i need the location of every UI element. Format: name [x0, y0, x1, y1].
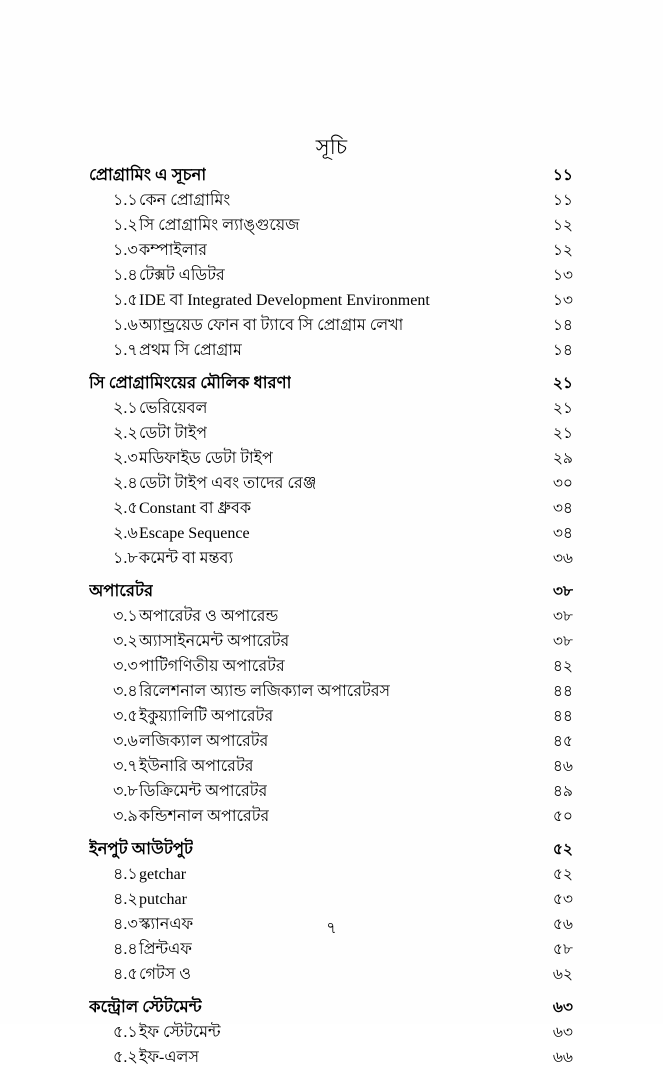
toc-entry-title: ডেটা টাইপ: [139, 425, 208, 442]
toc-entry-label: [113, 545, 233, 572]
toc-entry-number: ১.৭: [113, 342, 138, 359]
toc-entry-row[interactable]: [89, 237, 573, 262]
toc-entry-title: অ্যান্ড্রয়েড ফোন বা ট্যাবে সি প্রোগ্রাম লেখা: [139, 317, 404, 334]
toc-entry-row[interactable]: [89, 886, 573, 911]
toc-entry-number: ৪.৪: [113, 941, 138, 958]
toc-chapter-label: সি প্রোগ্রামিংয়ের মৌলিক ধারণা: [89, 373, 292, 392]
toc-entry-label: [113, 495, 251, 522]
toc-entry-row[interactable]: [89, 728, 573, 753]
toc-entry-number: ৩.৭: [113, 758, 138, 775]
toc-entry-number: ৩.৩: [113, 658, 138, 675]
toc-entry-page-number: ৫৩: [552, 891, 573, 908]
toc-entry-title: কমেন্ট বা মন্তব্য: [139, 550, 234, 567]
toc-entry-label: [113, 653, 285, 680]
toc-entry-row[interactable]: [89, 861, 573, 886]
toc-entry-number: ৩.৬: [113, 733, 138, 750]
toc-entry-page-number: ৩৬: [552, 550, 573, 567]
toc-chapter-row[interactable]: [89, 370, 573, 395]
toc-entry-number: ২.৪: [113, 475, 138, 492]
toc-entry-label: [113, 803, 269, 830]
toc-entry-title: Constant বা ধ্রুবক: [139, 500, 252, 517]
toc-chapter-row[interactable]: [89, 994, 573, 1019]
toc-entry-title: putchar: [139, 891, 187, 908]
toc-chapter-row[interactable]: [89, 578, 573, 603]
toc-entry-number: ১.৬: [113, 317, 138, 334]
toc-chapter-label: ইনপুট আউটপুট: [89, 839, 194, 858]
toc-entry-label: [113, 312, 403, 339]
toc-entry-number: ৪.৩: [113, 916, 138, 933]
toc-entry-title: প্রিন্টএফ: [139, 941, 192, 958]
toc-entry-title: ডেটা টাইপ এবং তাদের রেঞ্জ: [139, 475, 317, 492]
toc-entry-title: ইউনারি অপারেটর: [139, 758, 254, 775]
toc-entry-row[interactable]: [89, 520, 573, 545]
toc-entry-title: লজিক্যাল অপারেটর: [139, 733, 269, 750]
toc-entry-row[interactable]: [89, 470, 573, 495]
toc-entry-title: ইফ স্টেটমেন্ট: [139, 1024, 221, 1041]
toc-entry-label: [113, 520, 250, 547]
toc-chapter-page-number: ৩৮: [552, 583, 573, 600]
toc-chapter-page-number: ৬৩: [552, 999, 573, 1016]
toc-entry-number: ১.১: [113, 192, 138, 209]
toc-entry-title: কম্পাইলার: [139, 242, 208, 259]
toc-entry-row[interactable]: [89, 337, 573, 362]
toc-entry-row[interactable]: [89, 803, 573, 828]
toc-entry-title: ইকুয়্যালিটি অপারেটর: [139, 708, 274, 725]
toc-entry-page-number: ৪৯: [552, 783, 573, 800]
toc-entry-row[interactable]: [89, 395, 573, 420]
toc-entry-number: ৪.২: [113, 891, 138, 908]
toc-entry-page-number: ৪২: [552, 658, 573, 675]
toc-chapter-row[interactable]: [89, 162, 573, 187]
toc-entry-title: কেন প্রোগ্রামিং: [139, 192, 231, 209]
toc-entry-title: স্ক্যানএফ: [139, 916, 194, 933]
toc-entry-label: [113, 212, 300, 239]
toc-chapter-label: প্রোগ্রামিং এ সূচনা: [89, 165, 207, 184]
toc-entry-row[interactable]: [89, 495, 573, 520]
toc-entry-number: ৪.৫: [113, 966, 138, 983]
toc-entry-number: ২.৩: [113, 450, 138, 467]
toc-chapter-page-number: ২১: [552, 375, 573, 392]
toc-group: [89, 994, 573, 1069]
toc-entry-title: রিলেশনাল অ্যান্ড লজিক্যাল অপারেটরস: [139, 683, 391, 700]
toc-entry-page-number: ১৩: [552, 292, 573, 309]
toc-entry-number: ২.১: [113, 400, 138, 417]
toc-entry-title: মডিফাইড ডেটা টাইপ: [139, 450, 273, 467]
toc-entry-title: getchar: [139, 866, 187, 883]
toc-entry-page-number: ২৯: [552, 450, 573, 467]
toc-entry-label: [113, 287, 430, 314]
toc-entry-label: [113, 861, 186, 888]
toc-entry-row[interactable]: [89, 753, 573, 778]
toc-entry-row[interactable]: [89, 1019, 573, 1044]
toc-group: [89, 162, 573, 362]
toc-entry-title: ইফ-এলস: [139, 1049, 200, 1066]
toc-entry-page-number: ৪৪: [552, 683, 573, 700]
toc-entry-page-number: ৪৫: [552, 733, 573, 750]
toc-entry-row[interactable]: [89, 653, 573, 678]
toc-chapter-label: অপারেটর: [89, 581, 154, 600]
toc-entry-page-number: ৫৮: [552, 941, 573, 958]
toc-entry-label: [113, 703, 273, 730]
toc-entry-title: Escape Sequence: [139, 525, 250, 542]
toc-entry-page-number: ৩৪: [552, 500, 573, 517]
toc-entry-page-number: ২১: [552, 400, 573, 417]
toc-entry-row[interactable]: [89, 312, 573, 337]
toc-entry-page-number: ৩৮: [552, 608, 573, 625]
toc-entry-page-number: ২১: [552, 425, 573, 442]
toc-entry-number: ৪.১: [113, 866, 138, 883]
toc-entry-number: ২.২: [113, 425, 138, 442]
toc-entry-page-number: ৬৩: [552, 1024, 573, 1041]
toc-entry-label: [113, 778, 267, 805]
toc-entry-row[interactable]: [89, 287, 573, 312]
toc-entry-page-number: ১১: [552, 192, 573, 209]
page-title: সূচি: [315, 135, 348, 159]
toc-entry-page-number: ৩৪: [552, 525, 573, 542]
toc-entry-page-number: ৪৪: [552, 708, 573, 725]
page-folio-number: ৭: [326, 920, 337, 937]
toc-entry-page-number: ৫০: [552, 808, 573, 825]
toc-entry-label: [113, 187, 230, 214]
toc-entry-page-number: ৩৮: [552, 633, 573, 650]
toc-entry-label: [113, 237, 207, 264]
toc-entry-title: টেক্সট এডিটর: [139, 267, 225, 284]
toc-entry-label: [113, 262, 225, 289]
toc-entry-number: ২.৬: [113, 525, 138, 542]
toc-entry-row[interactable]: [89, 1044, 573, 1069]
toc-entry-row[interactable]: [89, 778, 573, 803]
toc-entry-number: ১.৫: [113, 292, 138, 309]
toc-entry-page-number: ৪৬: [552, 758, 573, 775]
toc-entry-title: অ্যাসাইনমেন্ট অপারেটর: [139, 633, 290, 650]
toc-entry-number: ১.৪: [113, 267, 138, 284]
toc-group: [89, 578, 573, 828]
toc-entry-number: ৩.১: [113, 608, 138, 625]
toc-entry-page-number: ৬২: [552, 966, 573, 983]
toc-entry-label: [113, 1019, 221, 1046]
toc-entry-number: ৩.৯: [113, 808, 138, 825]
toc-chapter-page-number: ৫২: [552, 841, 573, 858]
toc-entry-row[interactable]: [89, 961, 573, 986]
toc-entry-number: ১.৮: [113, 550, 138, 567]
toc-entry-row[interactable]: [89, 187, 573, 212]
toc-entry-title: গেটস ও: [139, 966, 192, 983]
toc-entry-label: [113, 445, 273, 472]
toc-entry-page-number: ৫৬: [552, 916, 573, 933]
toc-entry-page-number: ৩০: [552, 475, 573, 492]
toc-entry-number: ২.৫: [113, 500, 138, 517]
toc-group: [89, 836, 573, 986]
toc-entry-row[interactable]: [89, 628, 573, 653]
toc-entry-number: ১.২: [113, 217, 138, 234]
toc-entry-row[interactable]: [89, 445, 573, 470]
toc-entry-row[interactable]: [89, 420, 573, 445]
toc-entry-label: [113, 395, 207, 422]
toc-entry-number: ৩.৫: [113, 708, 138, 725]
toc-entry-row[interactable]: [89, 703, 573, 728]
toc-entry-page-number: ৬৬: [552, 1049, 573, 1066]
toc-entry-page-number: ১৩: [552, 267, 573, 284]
toc-entry-label: [113, 961, 191, 988]
toc-entry-number: ৩.৮: [113, 783, 138, 800]
toc-entry-label: [113, 678, 390, 705]
toc-entry-page-number: ১৪: [552, 342, 573, 359]
toc-entry-row[interactable]: [89, 212, 573, 237]
toc-entry-title: কন্ডিশনাল অপারেটর: [139, 808, 270, 825]
toc-entry-row[interactable]: [89, 262, 573, 287]
toc-entry-title: প্রথম সি প্রোগ্রাম: [139, 342, 242, 359]
toc-entry-page-number: ৫২: [552, 866, 573, 883]
toc-entry-row[interactable]: [89, 678, 573, 703]
toc-entry-title: সি প্রোগ্রামিং ল্যাঙ্গুয়েজ: [139, 217, 300, 234]
toc-entry-number: ১.৩: [113, 242, 138, 259]
toc-entry-label: [113, 628, 289, 655]
toc-entry-label: [113, 420, 207, 447]
toc-entry-label: [113, 470, 316, 497]
toc-entry-title: পাটিগণিতীয় অপারেটর: [139, 658, 285, 675]
toc-entry-number: ৩.২: [113, 633, 138, 650]
toc-entry-label: [113, 753, 253, 780]
toc-entry-title: IDE বা Integrated Development Environment: [139, 292, 430, 309]
toc-entry-number: ৩.৪: [113, 683, 138, 700]
toc-entry-label: [113, 728, 268, 755]
toc-entry-label: [113, 337, 242, 364]
toc-entry-label: [113, 1044, 199, 1071]
toc-chapter-label: কন্ট্রোল স্টেটমেন্ট: [89, 997, 202, 1016]
toc-group: [89, 370, 573, 570]
toc-entry-title: অপারেটর ও অপারেন্ড: [139, 608, 279, 625]
toc-entry-page-number: ১২: [552, 242, 573, 259]
toc-chapter-row[interactable]: [89, 836, 573, 861]
toc-entry-title: ভেরিয়েবল: [139, 400, 208, 417]
toc-entry-number: ৫.১: [113, 1024, 138, 1041]
toc-entry-page-number: ১৪: [552, 317, 573, 334]
toc-entry-label: [113, 603, 278, 630]
toc-entry-label: [113, 886, 187, 913]
toc-entry-row[interactable]: [89, 603, 573, 628]
toc-chapter-page-number: ১১: [552, 167, 573, 184]
toc-entry-page-number: ১২: [552, 217, 573, 234]
toc-entry-row[interactable]: [89, 545, 573, 570]
toc-entry-title: ডিক্রিমেন্ট অপারেটর: [139, 783, 268, 800]
toc-entry-number: ৫.২: [113, 1049, 138, 1066]
